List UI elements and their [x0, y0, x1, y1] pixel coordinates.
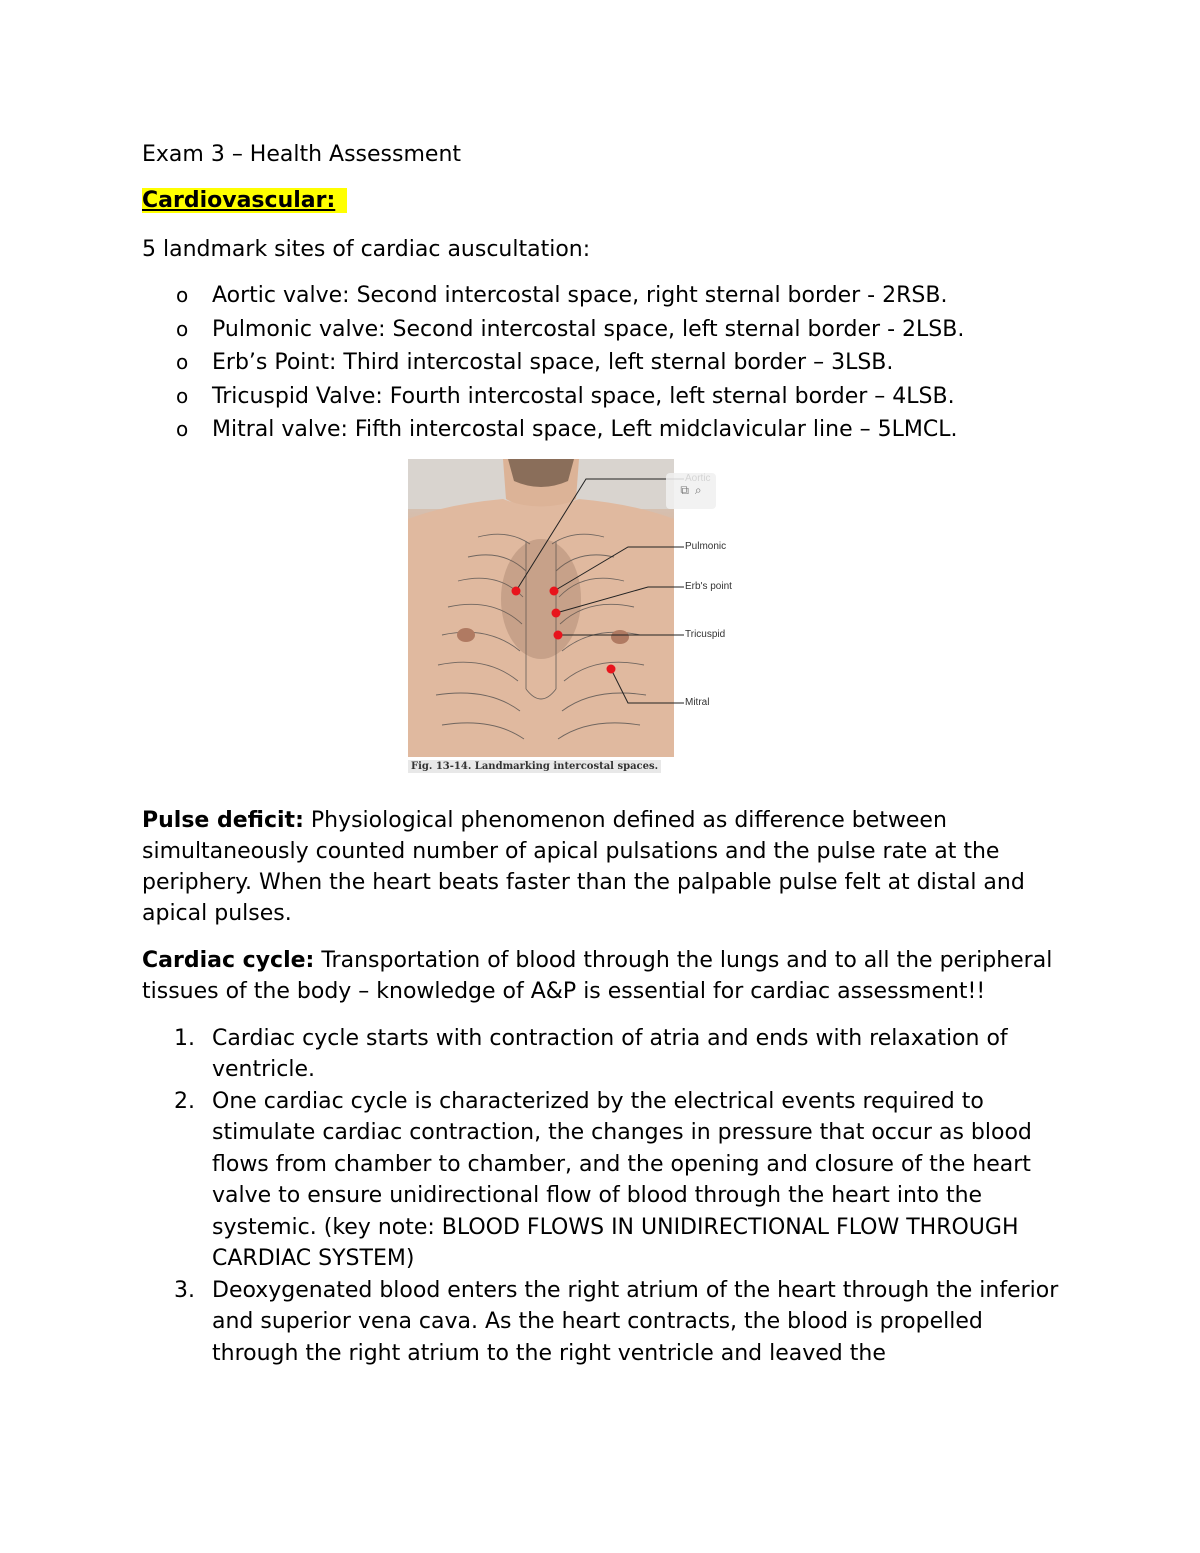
pulse-deficit-term: Pulse deficit: — [142, 807, 304, 833]
list-item-text: Cardiac cycle starts with contraction of atria and ends with relaxation of ventricle. — [212, 1025, 1008, 1082]
cardiac-cycle-term: Cardiac cycle: — [142, 947, 315, 973]
label-mitral: Mitral — [685, 696, 710, 708]
list-item — [142, 313, 1072, 347]
landmarks-intro: 5 landmark sites of cardiac auscultation: — [142, 237, 591, 262]
list-item — [142, 346, 1072, 380]
list-item — [142, 413, 1072, 447]
list-item-text: Erb’s Point: Third intercostal space, left sternal border – 3LSB. — [212, 350, 894, 375]
figure-caption: Fig. 13-14. Landmarking intercostal spaces. — [408, 760, 661, 773]
list-number: 3. — [174, 1277, 195, 1303]
list-item-text: One cardiac cycle is characterized by the electrical events required to stimulate cardiac contraction, the changes in pressure that occur as blood flows from chamber to chamber, and the opening and closure of the heart valve to ensure unidirectional flow of blood through the heart into the systemic. (key note: BLOOD FLOWS IN UNIDIRECTIONAL FLOW THROUGH CARDIAC SYSTEM) — [212, 1088, 1032, 1271]
label-tricuspid: Tricuspid — [685, 628, 726, 640]
section-heading — [142, 186, 1072, 216]
list-number: 2. — [174, 1088, 195, 1114]
document-title: Exam 3 – Health Assessment — [142, 142, 462, 167]
bullet-marker: o — [176, 316, 189, 341]
document-content — [142, 140, 1072, 1369]
list-item — [142, 1275, 1072, 1370]
list-item — [142, 279, 1072, 313]
bullet-marker: o — [176, 383, 189, 408]
copy-icon[interactable]: ⧉ — [680, 483, 689, 497]
landmark-list — [142, 279, 1072, 447]
list-item-text: Deoxygenated blood enters the right atrium of the heart through the inferior and superior vena cava. As the heart contracts, the blood is propelled through the right atrium to the right ventricle and leaved the — [212, 1277, 1059, 1366]
section-heading-text: Cardiovascular: — [142, 188, 347, 213]
bullet-marker: o — [176, 283, 189, 307]
list-item-text: Tricuspid Valve: Fourth intercostal space, left sternal border – 4LSB. — [212, 383, 955, 409]
cardiac-cycle-list — [142, 1023, 1072, 1370]
pulse-deficit-text: Physiological phenomenon defined as difference between simultaneously counted number of apical pulsations and the pulse rate at the periphery. When the heart beats faster than the palpable pulse felt at distal and apical pulses. — [142, 807, 1025, 926]
label-pulmonic: Pulmonic — [685, 540, 727, 552]
list-item-text: Mitral valve: Fifth intercostal space, Left midclavicular line – 5LMCL. — [212, 417, 958, 442]
list-item — [142, 380, 1072, 414]
list-item — [142, 1086, 1072, 1275]
image-tools-overlay[interactable] — [666, 473, 716, 509]
zoom-icon[interactable]: ⌕ — [694, 483, 702, 497]
list-item-text: Aortic valve: Second intercostal space, right sternal border - 2RSB. — [212, 283, 948, 308]
cardiac-cycle-text: Transportation of blood through the lungs and to all the peripheral tissues of the body – knowledge of A&P is essential for cardiac assessment!! — [142, 947, 1053, 1004]
bullet-marker: o — [176, 417, 189, 441]
bullet-marker: o — [176, 350, 189, 374]
list-item — [142, 1023, 1072, 1086]
list-item-text: Pulmonic valve: Second intercostal space, left sternal border - 2LSB. — [212, 316, 965, 342]
pulse-deficit-paragraph — [142, 805, 1072, 929]
cardiac-cycle-paragraph — [142, 945, 1072, 1007]
label-erbs-point: Erb's point — [685, 580, 732, 592]
chest-landmark-figure[interactable] — [408, 459, 738, 781]
list-number: 1. — [174, 1025, 195, 1051]
